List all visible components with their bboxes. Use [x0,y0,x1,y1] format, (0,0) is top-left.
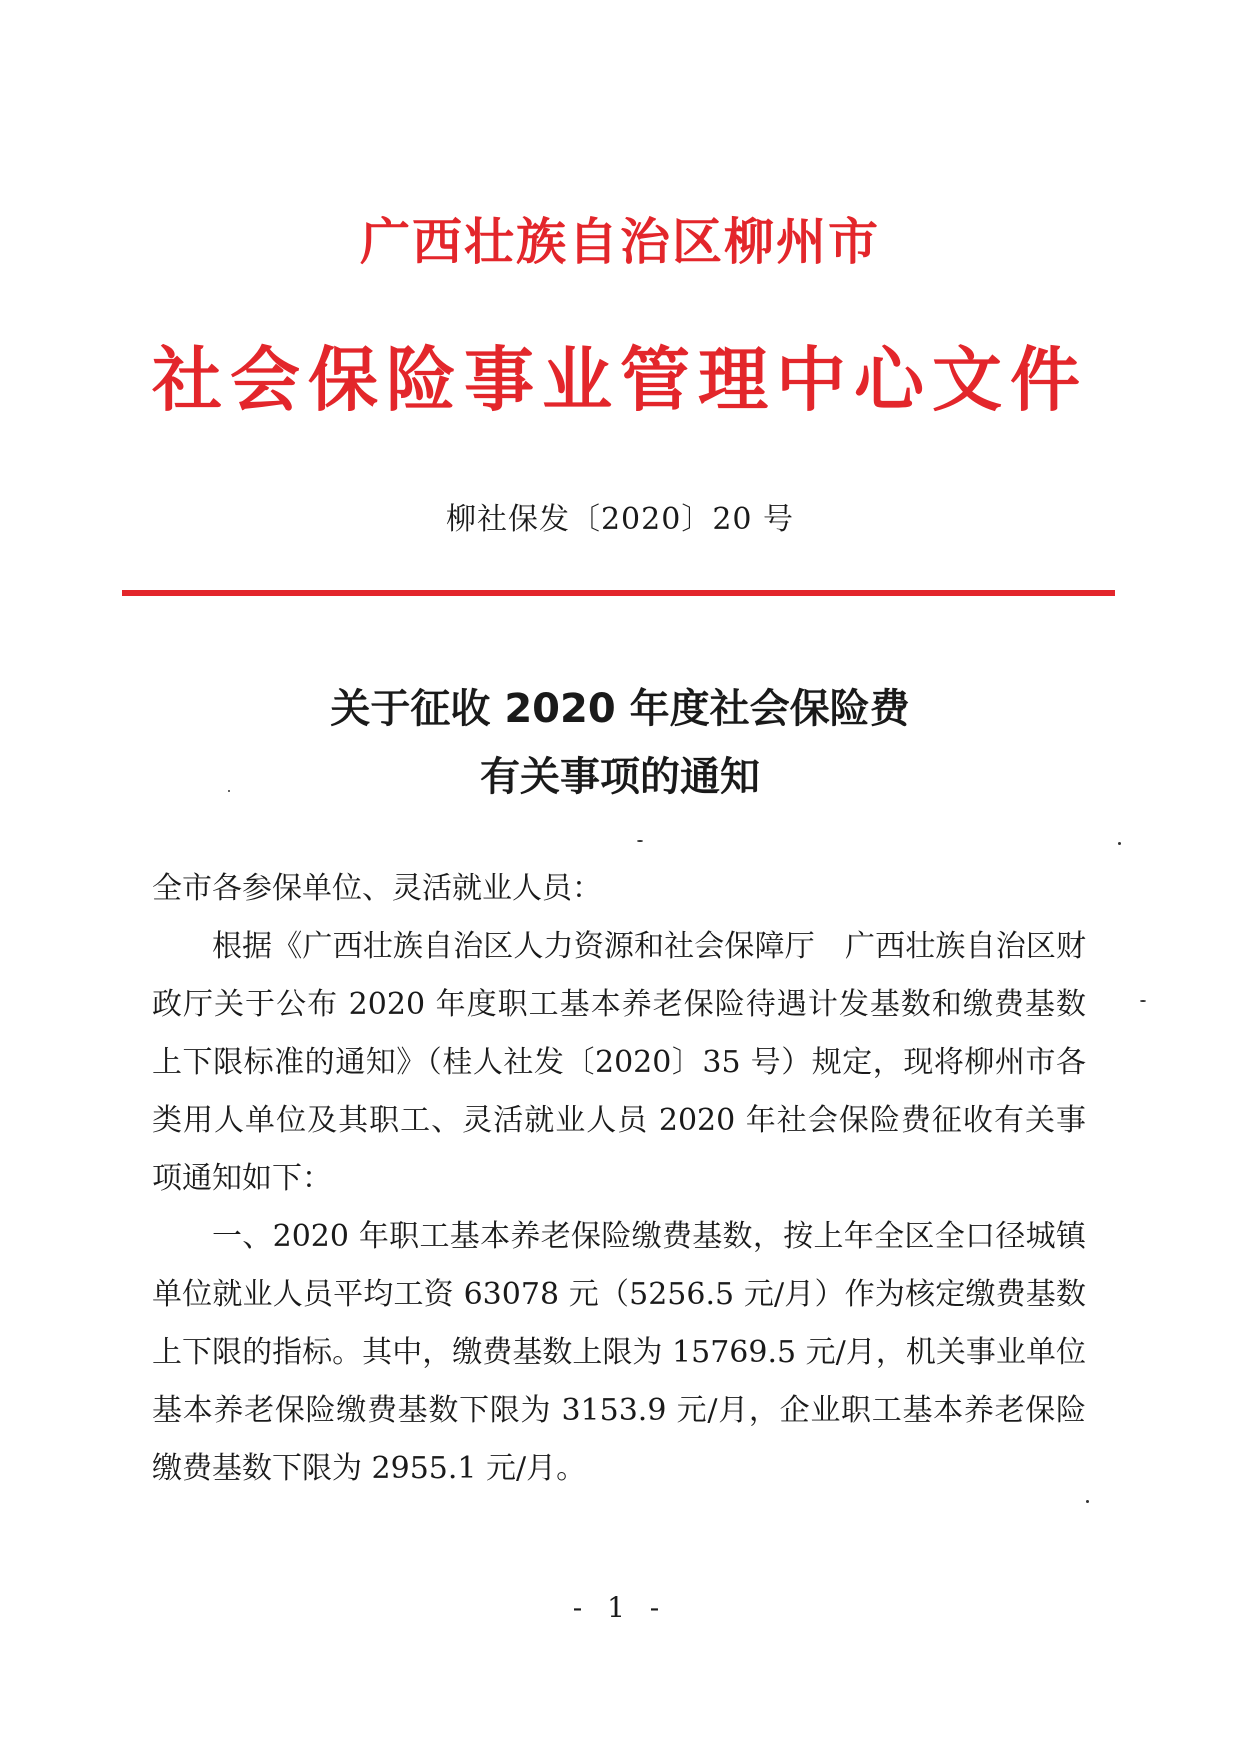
page-number: - 1 - [572,1591,668,1624]
document-title-line1: 关于征收 2020 年度社会保险费 [330,686,910,732]
scan-speck [1118,842,1121,845]
body-paragraph-2: 一、2020 年职工基本养老保险缴费基数，按上年全区全口径城镇单位就业人员平均工资 63078 元（5256.5 元/月）作为核定缴费基数上下限的指标。其中，缴费基数上限为 15769.5 元/月，机关事业单位基本养老保险缴费基数下限为 3153.9 元/月，企业职工基本养老保险缴费基数下限为 2955.1 元/月。 [152,1219,1086,1486]
document-number: 柳社保发〔2020〕20 号 [445,502,795,537]
scan-speck [1140,1000,1146,1002]
red-header-rule [122,590,1115,596]
document-title [0,675,1240,811]
scan-speck [637,840,643,842]
salutation: 全市各参保单位、灵活就业人员： [152,871,602,906]
document-body [152,860,1086,1498]
scan-speck [1086,1500,1089,1503]
issuing-authority-line1: 广西壮族自治区柳州市 [360,213,880,271]
issuing-authority-line2: 社会保险事业管理中心文件 [152,339,1088,421]
body-paragraph-1: 根据《广西壮族自治区人力资源和社会保障厅 广西壮族自治区财政厅关于公布 2020 年度职工基本养老保险待遇计发基数和缴费基数上下限标准的通知》（桂人社发〔2020〕35 号）规定，现将柳州市各类用人单位及其职工、灵活就业人员 2020 年社会保险费征收有关事项通知如下： [152,929,1086,1196]
document-title-line2: 有关事项的通知 [480,754,760,800]
scan-speck [228,790,230,792]
